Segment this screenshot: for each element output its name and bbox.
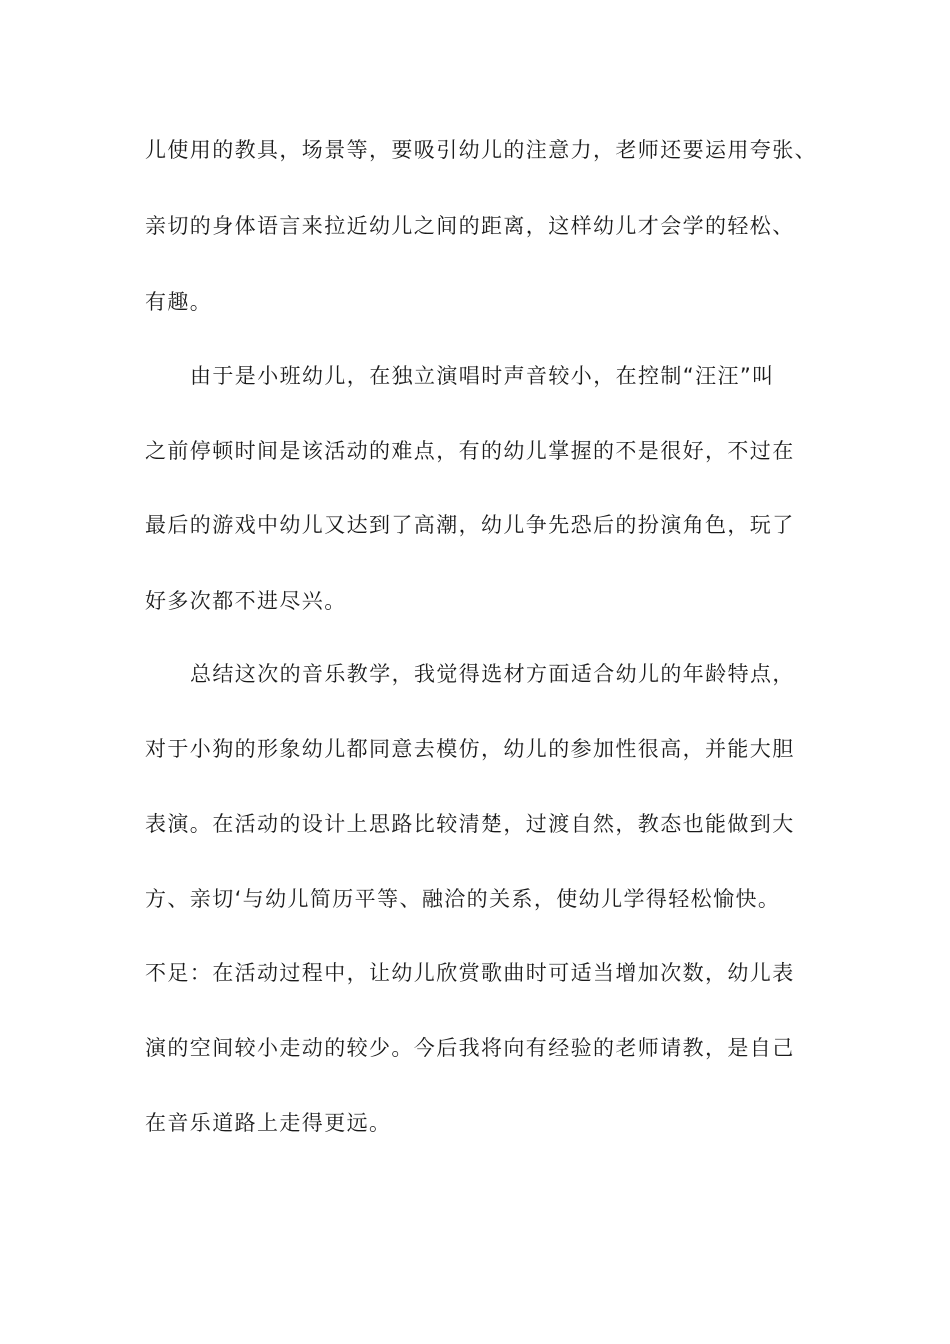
text-line: 有趣。: [145, 290, 213, 314]
text-line: 演的空间较小走动的较少。今后我将向有经验的老师请教，是自己: [145, 1036, 795, 1060]
text-line: 好多次都不进尽兴。: [145, 589, 347, 613]
text-line: 表演。在活动的设计上思路比较清楚，过渡自然，教态也能做到大: [145, 812, 795, 836]
text-line: 总结这次的音乐教学，我觉得选材方面适合幼儿的年龄特点，: [190, 662, 795, 686]
text-line: 由于是小班幼儿，在独立演唱时声音较小，在控制“汪汪”叫: [190, 364, 775, 388]
text-line: 方、亲切‘与幼儿简历平等、融洽的关系，使幼儿学得轻松愉快。: [145, 887, 781, 911]
text-line: 儿使用的教具，场景等，要吸引幼儿的注意力，老师还要运用夸张、: [145, 138, 817, 162]
text-line: 不足：在活动过程中，让幼儿欣赏歌曲时可适当增加次数，幼儿表: [145, 961, 795, 985]
text-line: 在音乐道路上走得更远。: [145, 1111, 392, 1135]
text-line: 亲切的身体语言来拉近幼儿之间的距离，这样幼儿才会学的轻松、: [145, 214, 795, 238]
text-line: 对于小狗的形象幼儿都同意去模仿，幼儿的参加性很高，并能大胆: [145, 737, 795, 761]
text-line: 之前停顿时间是该活动的难点，有的幼儿掌握的不是很好，不过在: [145, 439, 795, 463]
text-line: 最后的游戏中幼儿又达到了高潮，幼儿争先恐后的扮演角色，玩了: [145, 513, 795, 537]
